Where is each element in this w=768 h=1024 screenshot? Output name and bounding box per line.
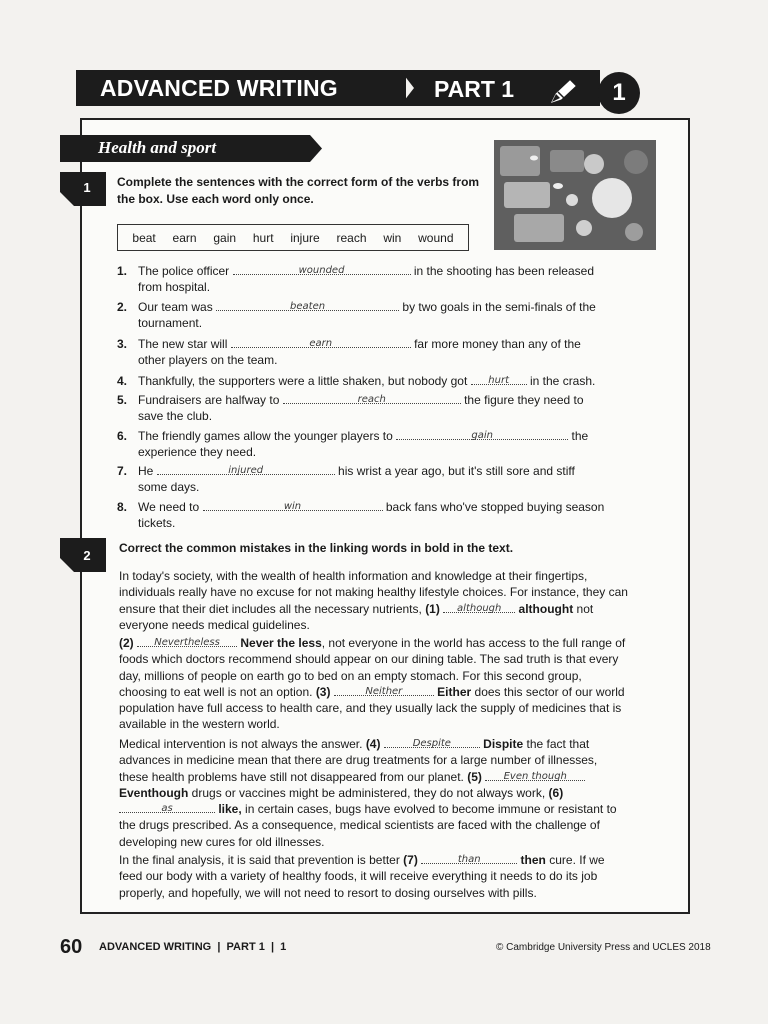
page-number: 60 — [60, 936, 83, 958]
item-number: 5. — [117, 393, 128, 407]
answer-blank[interactable] — [137, 635, 237, 647]
bold-mistake: Eventhough — [119, 785, 189, 800]
gap-number: (3) — [315, 684, 331, 699]
answer-blank[interactable] — [443, 601, 515, 613]
answer-blank[interactable] — [231, 336, 411, 348]
pills-and-fruit-photo — [494, 140, 656, 250]
answer-blank[interactable] — [485, 769, 585, 781]
gap-number: (1) — [425, 601, 440, 616]
item-number: 3. — [117, 337, 128, 351]
item-number: 1. — [117, 264, 128, 278]
word-box-item: injure — [290, 230, 320, 245]
word-box-item: beat — [132, 230, 156, 245]
bold-mistake: Never the less — [240, 636, 322, 650]
exercise-1-instruction: Complete the sentences with the correct form of the verbs from the box. Use each word only once. — [117, 175, 480, 206]
answer-blank[interactable] — [283, 392, 461, 404]
item-text-before: The new star will — [138, 337, 228, 351]
exercise-2-number: 2 — [83, 548, 91, 563]
handwritten-answer: gain — [471, 430, 493, 441]
item-text-before: Fundraisers are halfway to — [138, 393, 280, 407]
item-number: 6. — [117, 429, 128, 443]
unit-number-badge: 1 — [598, 72, 640, 114]
part-title: PART 1 — [434, 76, 515, 102]
item-text-after: the experience they need. — [138, 429, 589, 459]
exercise-2-instruction: Correct the common mistakes in the linking words in bold in the text. — [119, 541, 514, 555]
gap-number: (4) — [365, 737, 381, 751]
gap-number: (5) — [467, 769, 482, 784]
gap-number: (6) — [548, 785, 564, 800]
item-text-after: by two goals in the semi-finals of the tournament. — [138, 300, 596, 330]
word-box-item: gain — [213, 230, 237, 245]
gap-number: (7) — [403, 853, 418, 867]
answer-blank[interactable] — [119, 801, 215, 813]
item-number: 8. — [117, 500, 128, 514]
exercise-1-item — [117, 263, 607, 295]
item-text-before: Thankfully, the supporters were a little shaken, but nobody got — [138, 374, 468, 388]
answer-blank[interactable] — [233, 263, 411, 275]
bold-mistake: like, — [218, 802, 242, 817]
item-text-after: in the shooting has been released from hospital. — [138, 264, 594, 294]
handwritten-answer: as — [161, 803, 173, 815]
paragraph-text: does this sector of our world population have full access to health care, and they usually lack the supply of medicines that is available in the western world. — [119, 684, 625, 732]
handwritten-answer: Nevertheless — [154, 637, 220, 648]
exercise-1-number: 1 — [83, 180, 91, 195]
paragraph-text: In today's society, with the wealth of health information and knowledge at their fingertips, individuals really have no excuse for not making healthy lifestyle choices. For instance, they can ensure that their diet includes all the necessary nutrients, — [119, 569, 628, 616]
item-number: 7. — [117, 464, 128, 478]
paragraph-text: Medical intervention is not always the answer. — [119, 737, 363, 751]
item-text-after: far more money than any of the other players on the team. — [138, 337, 581, 367]
word-box-item: wound — [418, 230, 454, 245]
paragraph-text: cure. If we feed our body with a variety of healthy foods, it will receive everything it needs to do its job properly, and hopefully, we will not need to resort to dosing ourselves with pills. — [119, 853, 605, 900]
text-paragraph-3 — [119, 736, 629, 850]
handwritten-answer: Despite — [412, 738, 451, 749]
handwritten-answer: Even though — [503, 770, 567, 782]
item-text-before: The police officer — [138, 264, 230, 278]
section-title: Health and sport — [98, 138, 217, 157]
item-text-before: Our team was — [138, 300, 213, 314]
handwritten-answer: than — [457, 854, 481, 865]
pen-icon — [548, 78, 578, 106]
item-number: 4. — [117, 374, 128, 388]
handwritten-answer: reach — [357, 394, 386, 405]
bold-mistake: Dispite — [483, 737, 524, 751]
exercise-1-item — [117, 336, 607, 368]
exercise-1-item — [117, 299, 607, 331]
word-box — [117, 224, 469, 251]
item-text-before: We need to — [138, 500, 200, 514]
paragraph-text: In the final analysis, it is said that prevention is better — [119, 853, 400, 867]
text-paragraph-2 — [119, 635, 629, 733]
exercise-1-item — [117, 499, 607, 531]
word-box-item: reach — [336, 230, 367, 245]
item-text-after: his wrist a year ago, but it's still sore and stiff some days. — [138, 464, 575, 494]
handwritten-answer: wounded — [298, 265, 345, 276]
gap-number: (2) — [119, 636, 134, 650]
item-text-after: back fans who've stopped buying season tickets. — [138, 500, 605, 530]
paragraph-text: not everyone needs medical guidelines. — [119, 601, 594, 632]
answer-blank[interactable] — [334, 684, 434, 696]
handwritten-answer: although — [457, 602, 502, 614]
answer-blank[interactable] — [384, 736, 480, 748]
paragraph-text: , not everyone in the world has access to the full range of foods which doctors recommend should appear on our dining table. The sad truth is that every day, millions of people on earth go to bed on an empty stomach. For this second group, choosing to eat well is not an option. — [119, 636, 626, 699]
paragraph-text: drugs or vaccines might be administered, they do not always work, — [191, 785, 546, 800]
answer-blank[interactable] — [471, 373, 527, 385]
word-box-item: hurt — [252, 230, 274, 245]
bold-mistake: then — [520, 853, 546, 867]
exercise-1-item — [117, 463, 607, 495]
answer-blank[interactable] — [157, 463, 335, 475]
handwritten-answer: beaten — [290, 301, 326, 312]
exercise-1-item — [117, 373, 607, 389]
text-paragraph-4 — [119, 852, 629, 901]
exercise-1-item — [117, 428, 607, 460]
word-box-item: earn — [172, 230, 197, 245]
answer-blank[interactable] — [203, 499, 383, 511]
paragraph-text: the fact that advances in medicine mean that there are drug treatments for a large number of illnesses, these health problems have still not disappeared from our planet. — [119, 737, 598, 784]
handwritten-answer: Neither — [365, 685, 403, 697]
text-paragraph-1 — [119, 568, 629, 633]
word-box-item: win — [383, 230, 402, 245]
answer-blank[interactable] — [216, 299, 399, 311]
item-text-before: He — [138, 464, 154, 478]
item-text-after: in the crash. — [530, 374, 596, 388]
handwritten-answer: earn — [309, 338, 333, 349]
item-text-before: The friendly games allow the younger players to — [138, 429, 393, 443]
item-text-after: the figure they need to save the club. — [138, 393, 584, 423]
bold-mistake: Either — [437, 684, 472, 699]
exercise-1-item — [117, 392, 607, 424]
paragraph-text: in certain cases, bugs have evolved to become immune or resistant to the drugs prescribed. As a consequence, medical scientists are faced with the challenge of developing new cures for old illnesses. — [119, 802, 617, 849]
handwritten-answer: hurt — [488, 375, 510, 386]
bold-mistake: althought — [518, 601, 574, 616]
answer-blank[interactable] — [421, 852, 517, 864]
page-title: ADVANCED WRITING — [100, 75, 338, 101]
handwritten-answer: win — [283, 501, 302, 512]
answer-blank[interactable] — [396, 428, 568, 440]
copyright-notice: © Cambridge University Press and UCLES 2018 — [496, 942, 711, 953]
handwritten-answer: injured — [228, 465, 264, 476]
item-number: 2. — [117, 300, 128, 314]
footer-title: ADVANCED WRITING | PART 1 | 1 — [99, 941, 287, 953]
